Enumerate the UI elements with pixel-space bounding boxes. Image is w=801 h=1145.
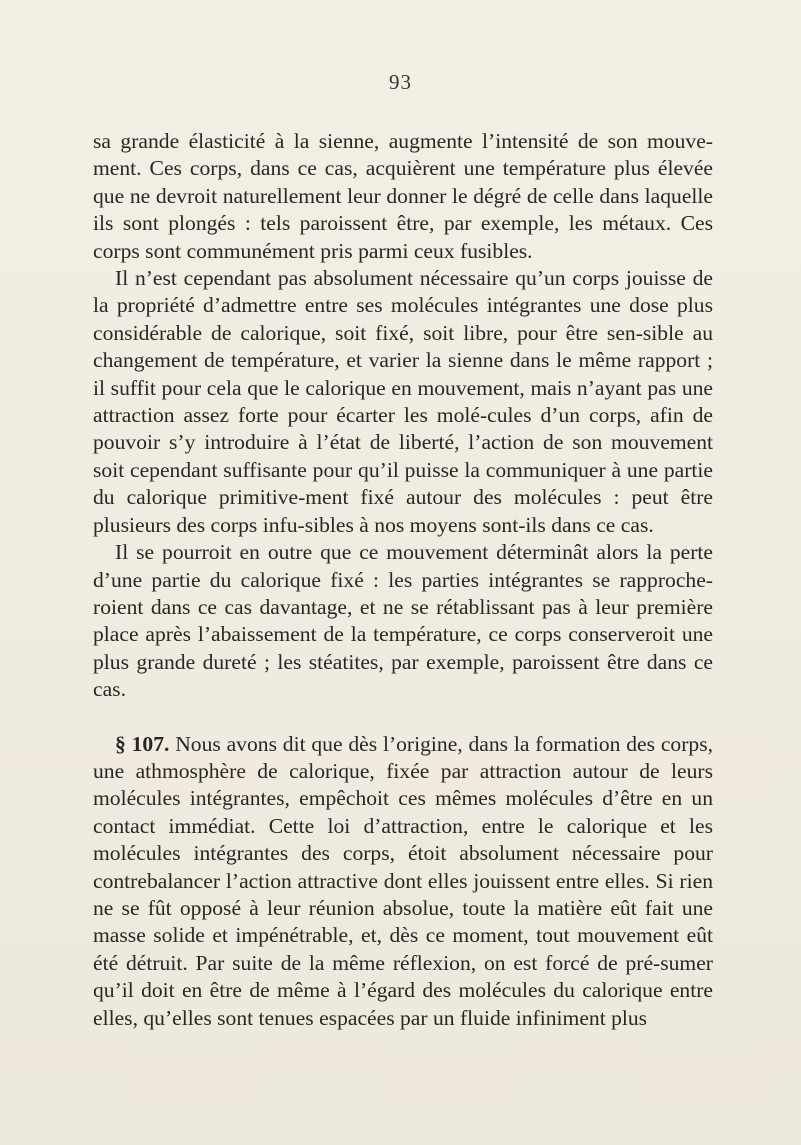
paragraph-4: [93, 731, 713, 1032]
paragraph-4-text: Nous avons dit que dès l’origine, dans la formation des corps, une athmosphère de calorique, fixée par attraction autour de leurs molécules intégrantes, empêchoit ces mêmes molécules d’être en un contact immédiat. Cette loi d’attraction, entre le calorique et les molécules intégrantes des corps, étoit absolument nécessaire pour contrebalancer l’action attractive dont elles jouissent entre elles. Si rien ne se fût opposé à leur réunion absolue, toute la matière eût fait une masse solide et impénétrable, et, dès ce moment, tout mouvement eût été détruit. Par suite de la même réflexion, on est forcé de pré-sumer qu’il doit en être de même à l’égard des molécules du calorique entre elles, qu’elles sont tenues espacées par un fluide infiniment plus: [93, 731, 713, 1030]
paragraph-1: sa grande élasticité à la sienne, augmente l’intensité de son mouve-ment. Ces corps, dans ce cas, acquièrent une température plus élevée que ne devroit naturellement leur donner le dégré de celle dans laquelle ils sont plongés : tels paroissent être, par exemple, les métaux. Ces corps sont communément pris parmi ceux fusibles.: [93, 129, 713, 263]
section-number: § 107.: [115, 731, 170, 756]
paragraph-3: Il se pourroit en outre que ce mouvement déterminât alors la perte d’une partie du calorique fixé : les parties intégrantes se rapproche-roient dans ce cas davantage, et ne se rétablissant pas à leur première place après l’abaissement de la température, ce corps conserveroit une plus grande dureté ; les stéatites, par exemple, paroissent être dans ce cas.: [93, 540, 713, 702]
body-text: [93, 128, 713, 1032]
paragraph-2: Il n’est cependant pas absolument nécessaire qu’un corps jouisse de la propriété d’admettre entre ses molécules intégrantes une dose plus considérable de calorique, soit fixé, soit libre, pour être sen-sible au changement de température, et varier la sienne dans le même rapport ; il suffit pour cela que le calorique en mouvement, mais n’ayant pas une attraction assez forte pour écarter les molé-cules d’un corps, afin de pouvoir s’y introduire à l’état de liberté, l’action de son mouvement soit cependant suffisante pour qu’il puisse la communiquer à une partie du calorique primitive-ment fixé autour des molécules : peut être plusieurs des corps infu-sibles à nos moyens sont-ils dans ce cas.: [93, 266, 713, 537]
page-number: 93: [389, 70, 412, 94]
